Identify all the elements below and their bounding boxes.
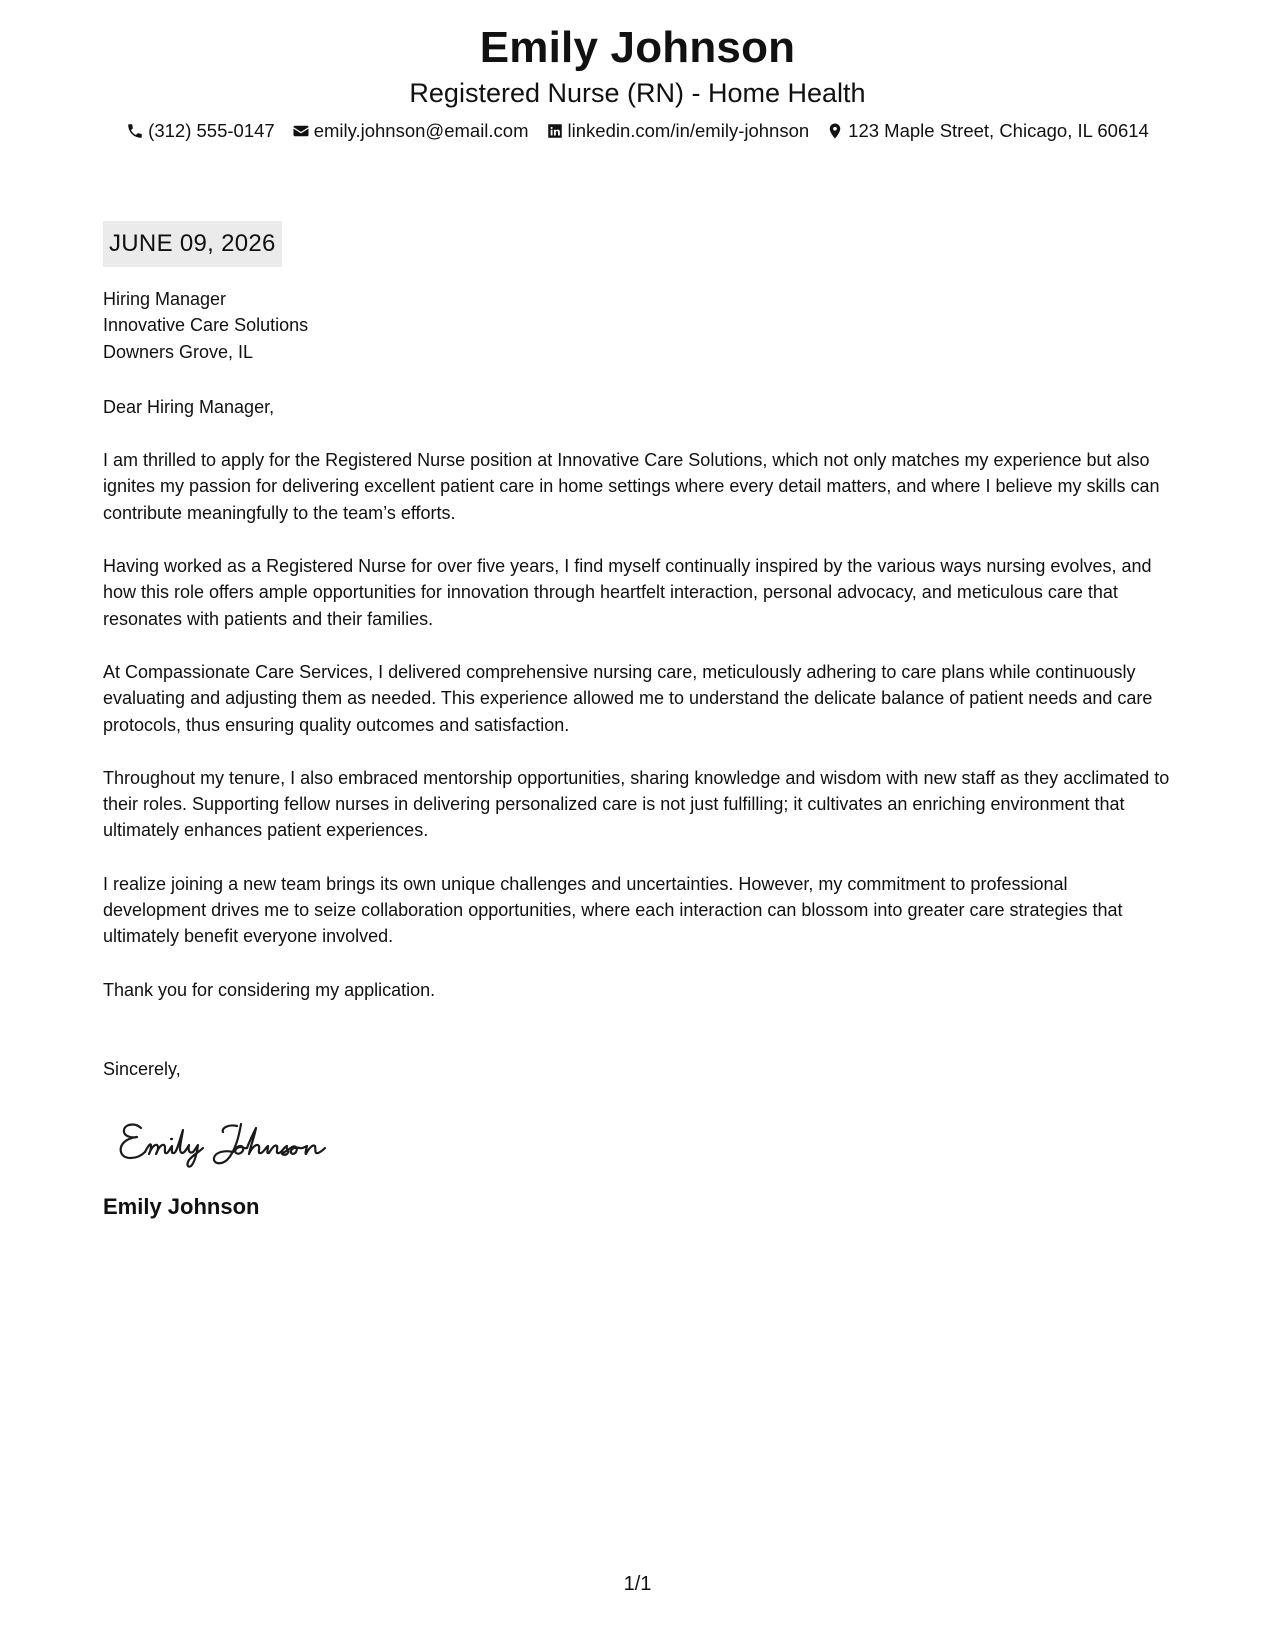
contact-bar — [0, 118, 1275, 144]
contact-email[interactable] — [292, 118, 529, 144]
body-paragraph: Having worked as a Registered Nurse for over five years, I find myself continually inspired by the various ways nursing evolves, and how this role offers ample opportunities for innovation through heartfelt interaction, personal advocacy, and meticulous care that resonates with patients and their families. — [103, 556, 1152, 629]
body-paragraph: I am thrilled to apply for the Registered Nurse position at Innovative Care Solutions, which not only matches my experience but also ignites my passion for delivering excellent patient care in home settings where every detail matters, and where I believe my skills can contribute meaningfully to the team’s efforts. — [103, 450, 1160, 523]
email-text: emily.johnson@email.com — [313, 120, 529, 141]
contact-phone[interactable] — [126, 118, 275, 144]
recipient-line: Innovative Care Solutions — [103, 315, 309, 336]
envelope-icon — [292, 122, 310, 140]
signature-image — [115, 1110, 345, 1172]
recipient-line: Downers Grove, IL — [103, 341, 254, 362]
body-paragraph: Thank you for considering my application. — [103, 979, 436, 1000]
linkedin-icon — [546, 122, 564, 140]
phone-text: (312) 555-0147 — [148, 120, 275, 141]
recipient-block — [103, 286, 1173, 365]
contact-linkedin[interactable] — [546, 118, 810, 144]
letter-header — [0, 20, 1275, 144]
linkedin-text: linkedin.com/in/emily-johnson — [567, 120, 810, 141]
phone-icon — [126, 122, 144, 140]
applicant-name: Emily Johnson — [479, 23, 796, 72]
recipient-line: Hiring Manager — [103, 289, 227, 309]
page-number: 1/1 — [623, 1573, 652, 1595]
map-pin-icon — [826, 122, 844, 140]
applicant-title: Registered Nurse (RN) - Home Health — [409, 78, 866, 108]
letter-date: JUNE 09, 2026 — [103, 221, 282, 267]
greeting: Dear Hiring Manager, — [103, 396, 275, 417]
body-paragraph: At Compassionate Care Services, I delivered comprehensive nursing care, meticulously adhering to care plans while continuously evaluating and adjusting them as needed. This experience allowed me to understand the delicate balance of patient needs and care protocols, thus ensuring quality outcomes and satisfaction. — [103, 661, 1153, 735]
body-paragraph: Throughout my tenure, I also embraced mentorship opportunities, sharing knowledge and wisdom with new staff as they acclimated to their roles. Supporting fellow nurses in delivering personalized care is not just fulfilling; it cultivates an enriching environment that ultimately enhances patient experiences. — [103, 767, 1170, 841]
signer-name: Emily Johnson — [103, 1194, 260, 1220]
letter-body — [103, 286, 1173, 1221]
contact-address[interactable] — [826, 118, 1149, 144]
address-text: 123 Maple Street, Chicago, IL 60614 — [848, 120, 1149, 141]
closing: Sincerely, — [103, 1058, 181, 1079]
body-paragraph: I realize joining a new team brings its own unique challenges and uncertainties. However, my commitment to professional development drives me to seize collaboration opportunities, where each interaction can blossom into greater care strategies that ultimately benefit everyone involved. — [103, 873, 1123, 947]
